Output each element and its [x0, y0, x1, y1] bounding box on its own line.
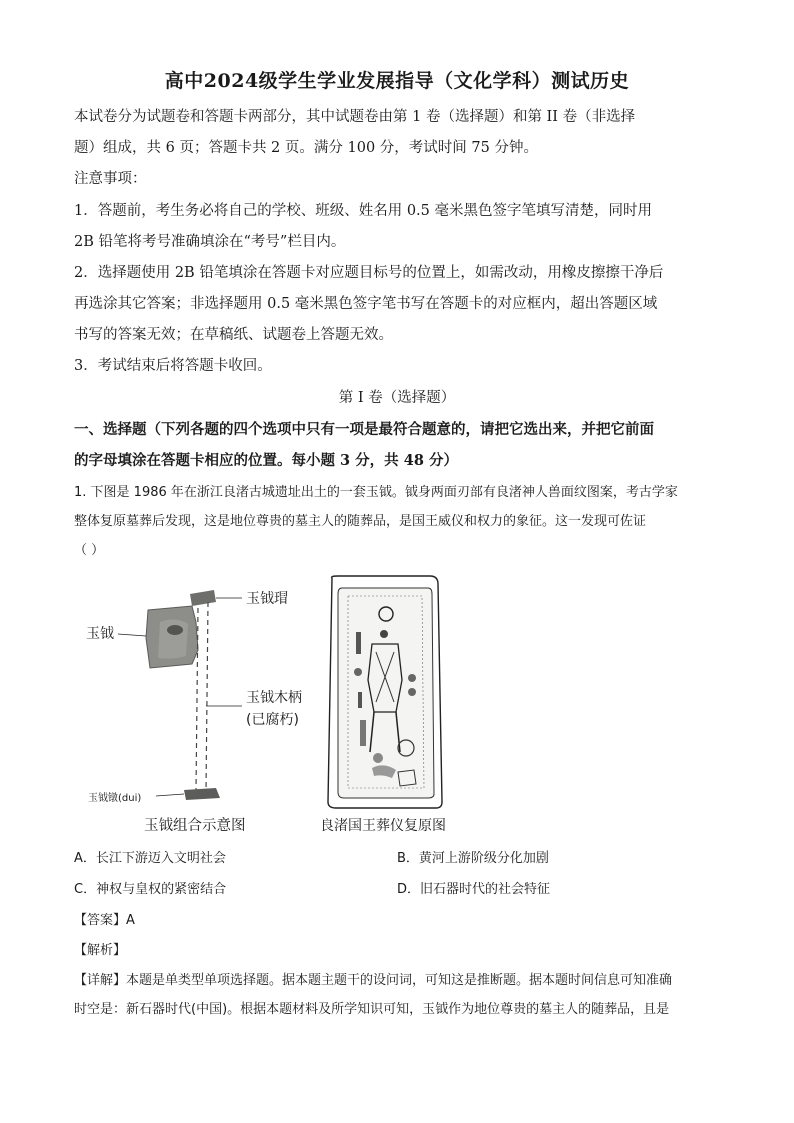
burial-reconstruction-diagram — [318, 572, 468, 840]
artifact-icon — [408, 674, 416, 682]
note-line: 2．选择题使用 2B 铅笔填涂在答题卡对应题目标号的位置上，如需改动，用橡皮擦擦干净后 — [74, 265, 664, 281]
jade-yue-mao-image — [190, 590, 216, 606]
figure-right-caption: 良渚国王葬仪复原图 — [320, 818, 446, 834]
artifact-icon — [356, 632, 361, 654]
handle-dashed-line — [206, 602, 208, 790]
question-1-stem — [74, 478, 724, 565]
intro-line: 本试卷分为试题卷和答题卡两部分，其中试题卷由第 1 卷（选择题）和第 II 卷（非选择 — [74, 109, 636, 125]
analysis-detail — [74, 966, 724, 1024]
artifact-icon — [358, 692, 362, 708]
artifact-icon — [360, 720, 366, 746]
note-line: 1．答题前，考生务必将自己的学校、班级、姓名用 0.5 毫米黑色签字笔填写清楚，同时用 — [74, 203, 652, 219]
notes-list — [74, 196, 724, 382]
ornament-icon — [380, 630, 388, 638]
jade-yue-emblem — [167, 625, 183, 635]
label-jade-yue-mao: 玉钺瑁 — [246, 591, 288, 607]
label-handle-line1: 玉钺木柄 — [246, 690, 302, 706]
note-line: 2B 铅笔将考号准确填涂在“考号”栏目内。 — [74, 234, 346, 250]
part-heading-line: 一、选择题（下列各题的四个选项中只有一项是最符合题意的，请把它选出来，并把它前面 — [74, 421, 654, 438]
option-a[interactable]: A．长江下游迈入文明社会 — [74, 851, 226, 866]
page-title: 高中2024级学生学业发展指导（文化学科）测试历史 — [164, 70, 630, 92]
analysis-heading: 【解析】 — [74, 943, 127, 958]
note-line: 再选涂其它答案；非选择题用 0.5 毫米黑色签字笔书写在答题卡的对应框内，超出答题区域 — [74, 296, 658, 312]
jade-yue-dui-image — [184, 788, 220, 800]
part-heading-line: 的字母填涂在答题卡相应的位置。每小题 3 分，共 48 分） — [74, 452, 458, 469]
question-line: 1. 下图是 1986 年在浙江良渚古城遗址出土的一套玉钺。钺身两面刃部有良渚神人兽面纹图案，考古学家 — [74, 485, 678, 500]
question-line: （ ） — [74, 543, 105, 558]
option-c[interactable]: C．神权与皇权的紧密结合 — [74, 882, 227, 897]
note-line: 3．考试结束后将答题卡收回。 — [74, 358, 272, 374]
leader-line — [156, 794, 184, 796]
notes-heading: 注意事项： — [74, 171, 147, 187]
leader-line — [118, 634, 146, 636]
label-jade-yue: 玉钺 — [86, 626, 114, 642]
figure-left-caption: 玉钺组合示意图 — [144, 818, 246, 834]
option-b[interactable]: B．黄河上游阶级分化加剧 — [397, 851, 549, 866]
label-jade-yue-dui: 玉钺镦(dui) — [88, 793, 142, 804]
section-title: 第 I 卷（选择题） — [338, 390, 456, 406]
jade-yue-diagram — [80, 578, 320, 840]
intro-line: 题）组成，共 6 页；答题卡共 2 页。满分 100 分，考试时间 75 分钟。 — [74, 140, 538, 156]
part-heading — [74, 414, 724, 476]
question-line: 整体复原墓葬后发现，这是地位尊贵的墓主人的随葬品，是国王威仪和权力的象征。这一发现可佐证 — [74, 514, 647, 529]
note-line: 书写的答案无效；在草稿纸、试题卷上答题无效。 — [74, 327, 393, 343]
label-handle-line2: (已腐朽) — [246, 712, 299, 728]
artifact-icon — [373, 753, 383, 763]
artifact-icon — [354, 668, 362, 676]
exam-intro — [74, 102, 724, 164]
detail-line: 【详解】本题是单类型单项选择题。据本题主题干的设问词，可知这是推断题。据本题时间信息可知准确 — [74, 973, 673, 988]
artifact-icon — [408, 688, 416, 696]
option-d[interactable]: D．旧石器时代的社会特征 — [397, 882, 551, 897]
detail-line: 时空是：新石器时代(中国)。根据本题材料及所学知识可知，玉钺作为地位尊贵的墓主人的随葬品，且是 — [74, 1002, 670, 1017]
answer-label: 【答案】A — [74, 913, 135, 928]
